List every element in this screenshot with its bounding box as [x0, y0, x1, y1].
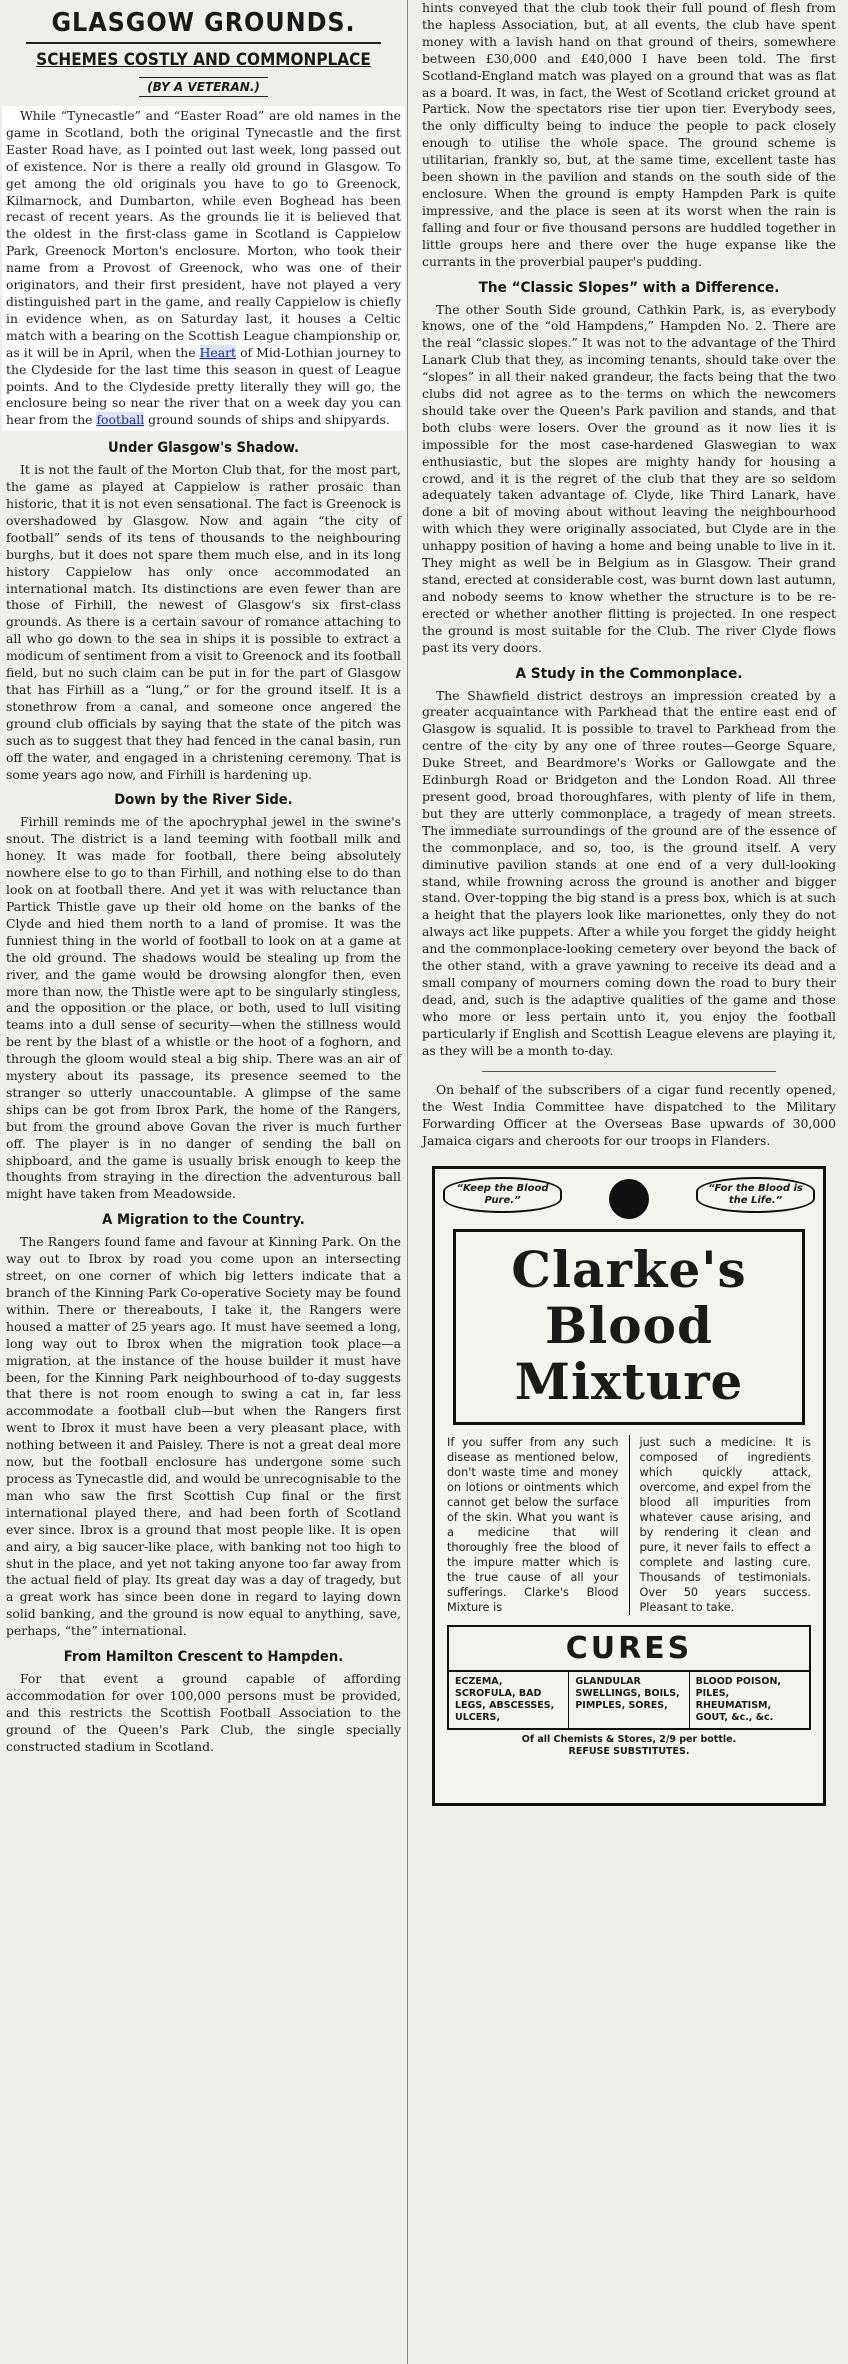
ad-text-right: just such a medicine. It is composed of ingredients which quickly attack, overcome, and expel from the blood all impurities from whatever cause arising, and by rendering it clean and pure, it never fails to effect a complete and lasting cure. Thousands of testimonials. Over 50 years success. Pleasant to take. [639, 1436, 811, 1615]
section-text: Firhill reminds me of the apochryphal jewel in the swine's snout. The district is a land teeming with football milk and honey. It was made for football, there being absolutely nowhere else to go to than Firhill, and nothing else to do than look on at football there. And yet it was with reluctance than Partick Thistle gave up their old home on the banks of the Clyde and hied them north to a land of promise. It was the funniest thing in the world of football to look on at a game at the old ground. The shadows would be stealing up from the river, and the game would be drowsing alongfor then, even more than now, the Thistle were apt to be singularly stingless, and the opposition or the place, or both, used to lull visiting teams into a dull sense of security—when the stillness would be rent by the blast of a whistle or the hoot of a foghorn, and through the gloom would steal a big ship. There was an air of mystery about its passage, its presence seemed to the stranger so utterly unaccountable. A glimpse of the same ships can be got from Ibrox Park, the home of the Rangers, but from the ground above Govan the river is much further off. The player is in no danger of sending the ball on shipboard, and the game is usually brisk enough to keep the thoughts from straying in the direction the adventurous ball might have taken from Meadowside. [6, 814, 401, 1202]
ad-cures-item: GLANDULAR SWELLINGS, BOILS, PIMPLES, SORES, [569, 1672, 689, 1728]
left-column [0, 0, 408, 2364]
right-column [414, 0, 842, 2364]
ad-cures-item: ECZEMA, SCROFULA, BAD LEGS, ABSCESSES, ULCERS, [449, 1672, 569, 1728]
advertisement [432, 1166, 826, 1806]
ad-cures-item: BLOOD POISON, PILES, RHEUMATISM, GOUT, &c., &c. [695, 1676, 782, 1724]
ad-body [443, 1435, 815, 1615]
section-heading: A Migration to the Country. [102, 1212, 305, 1229]
ad-cures-title: CURES [449, 1627, 809, 1672]
article-byline: (BY A VETERAN.) [6, 80, 401, 94]
section-heading: Down by the River Side. [114, 792, 293, 809]
section-heading: The “Classic Slopes” with a Difference. [478, 279, 780, 296]
selected-paragraph[interactable] [2, 106, 405, 431]
continued-text: hints conveyed that the club took their full pound of flesh from the hapless Association, but, at all events, the club have spent money with a lavish hand on that ground of theirs, somewhere between £30,000 and £40,000 I have been told. The first Scotland-England match was played on a ground that was as flat as a board. It was, in fact, the West of Scotland cricket ground at Partick. Now the spectators rise tier upon tier. Everybody sees, the only difficulty being to induce the people to pack closely enough to utilise the whole space. The ground scheme is utilitarian, frankly so, but, at the same time, excellent taste has been shown in the pavilion and stands on the south side of the enclosure. When the ground is empty Hampden Park is quite impressive, and the place is seen at its worst when the rain is falling and four or five thousand persons are huddled together in little groups here and there over the huge expanse like the currants in the proverbial pauper's pudding. [422, 0, 836, 269]
ad-top-row [443, 1177, 815, 1221]
ad-divider [629, 1435, 630, 1615]
ad-banner-left: “Keep the Blood Pure.” [443, 1177, 562, 1213]
column-separator [482, 1071, 776, 1072]
ad-cures-list [449, 1672, 809, 1728]
article-title: GLASGOW GROUNDS. [51, 8, 356, 38]
ad-text-left: If you suffer from any such disease as mentioned below, don't waste time and money on lotions or ointments which cannot get below the surface of the skin. What you want is a medicine that will thoroughly free the blood of the impure matter which is the true cause of all your sufferings. Clarke's Blood Mixture is [447, 1436, 619, 1615]
section-heading: A Study in the Commonplace. [515, 665, 743, 682]
section-heading: From Hamilton Crescent to Hampden. [63, 1649, 344, 1666]
ad-logo-icon [609, 1179, 649, 1219]
section-text: The Rangers found fame and favour at Kinning Park. On the way out to Ibrox by road you come upon an intersecting street, on one corner of which big letters indicate that a branch of the Kinning Park Co-operative Society may be found within. There or thereabouts, I take it, the Rangers were housed a matter of 25 years ago. It must have seemed a long, long way out to Ibrox when the migration took place—a migration, at the instance of the house builder it must have been, for the Kinning Park neighbourhood of to-day suggests that there is not room enough to swing a cat in, far less accommodate a football club—but when the Rangers first went to Ibrox it must have been a very pleasant place, with nothing between it and Paisley. There is not a great deal more now, but the football enclosure has undergone some such process as Tynecastle did, and would be unrecognisable to the man who saw the first Scottish Cup final or the first international played there, and had been forth of Scotland ever since. Ibrox is a ground that most people like. It is open and airy, a big saucer-like place, with banking not too high to shut in the place, and yet not taking anyone too far away from the actual field of play. Its great day was a day of tragedy, but a great work has since been done in regard to laying down solid banking, and the ground is now equal to anything, save, perhaps, “the” international. [6, 1234, 401, 1639]
intro-paragraph: While “Tynecastle” and “Easter Road” are old names in the game in Scotland, both the original Tynecastle and the first Easter Road have, as I pointed out last week, long passed out of existence. Nor is there a really old ground in Glasgow. To get among the old originals you have to go to Greenock, Kilmarnock, and Dumbarton, while even Boghead has been recast of recent years. As the grounds lie it is believed that the oldest in the first-class game in Scotland is Cappielow Park, Greenock Morton's enclosure. Morton, who took their name from a Provost of Greenock, who was one of their originators, and their first president, have not played a very distinguished part in the game, and really Cappielow is chiefly in evidence when, as on Saturday last, it houses a Celtic match with a bearing on the Scottish League championship or, as it will be in April, when the Heart of Mid-Lothian journey to the Clydeside for the last time this season in quest of League points. And to the Clydeside pretty literally they will go, the enclosure being so near the river that on a week day you can hear from the football ground sounds of ships and shipyards. [6, 108, 401, 428]
title-rule [26, 42, 381, 44]
ad-product-name: Clarke's Blood Mixture [453, 1229, 805, 1425]
ad-cures-box [447, 1625, 811, 1730]
section-text: The other South Side ground, Cathkin Park, is, as everybody knows, one of the “old Hampdens,” Hampden No. 2. There are the real “classic slopes.” It was not to the advantage of the Third Lanark Club that they, as incoming tenants, should take over the “slopes” in all their naked grandeur, the facts being that the two clubs did not agree as to the terms on which the newcomers should take over the Queen's Park pavilion and stands, and that both clubs were losers. Over the ground as it now lies it is impossible for the most case-hardened Glaswegian to wax enthusiastic, but the slopes are mighty handy for housing a crowd, and it is the regret of the club that they are so seldom adequately taken advantage of. Clyde, like Third Lanark, have done a bit of moving about without leaving the neighbourhood with which they were originally associated, but Clyde are in the unhappy position of having a home and being unable to live in it. They might as well be in Belgium as in Glasgow. Their grand stand, erected at considerable cost, was burnt down last autumn, and nobody seems to know whether the structure is to be re-erected or whether another flitting is projected. In one respect the ground is most suitable for the Club. The river Clyde flows past its very doors. [422, 301, 836, 655]
ad-banner-right: “For the Blood is the Life.” [696, 1177, 815, 1213]
section-text: The Shawfield district destroys an impression created by a greater acquaintance with Parkhead that the entire east end of Glasgow is squalid. It is possible to travel to Parkhead from the centre of the city by any one of three routes—George Square, Duke Street, and Beardmore's Works or Gallowgate and the Edinburgh Road or Bridgeton and the London Road. All three present good, broad thoroughfares, with plenty of life in them, but they are utterly commonplace, a tragedy of mean streets. The immediate surroundings of the ground are of the essence of the commonplace, and so, too, is the ground itself. A very diminutive pavilion stands at one end of a very dull-looking stand, while frowning across the ground is another and bigger stand. Over-topping the big stand is a press box, which is at such a height that the players look like marionettes, only they do not always act like puppets. After a while you forget the giddy height and the commonplace-looking cemetery over beyond the back of the other stand, with a grave yawning to receive its dead and a small company of mourners coming down the road to bury their dead, and, such is the adaptive qualities of the game and those who more or less pertain unto it, you enjoy the football particularly if English and Scottish League elevens are playing it, as they will be a month to-day. [422, 687, 836, 1058]
section-heading: Under Glasgow's Shadow. [107, 440, 300, 457]
section-text: It is not the fault of the Morton Club that, for the most part, the game as played at Cappielow is rather prosaic than historic, that it is not even sensational. The fact is Greenock is overshadowed by Glasgow. Now and again “the city of football” sends of its tens of thousands to the neighbouring burghs, but it does not spare them much else, and in its long history Cappielow has only once accommodated an international match. Its distinctions are even fewer than are those of Firhill, the newest of Glasgow's six first-class grounds. As there is a certain savour of romance attaching to all who go down to the sea in ships it is possible to extract a modicum of sentiment from a visit to Greenock and its football field, but no such claim can be put in for the part of Glasgow that has Firhill as a “lung,” or for the ground itself. It is a stonethrow from a canal, and someone once angered the ground club officials by saying that the state of the pitch was such as to suggest that they had fenced in the canal basin, run off the water, and engaged in a christening ceremony. That is some years ago now, and Firhill is hardening up. [6, 462, 401, 782]
section-text: For that event a ground capable of affording accommodation for over 100,000 persons must be provided, and this restricts the Scottish Football Association to the ground of the Queen's Park Club, the single specially constructed stadium in Scotland. [6, 1671, 401, 1754]
ad-footer: Of all Chemists & Stores, 2/9 per bottle. REFUSE SUBSTITUTES. [521, 1734, 737, 1758]
notice-paragraph: On behalf of the subscribers of a cigar fund recently opened, the West India Committee have dispatched to the Military Forwarding Officer at the Overseas Base upwards of 30,000 Jamaica cigars and cheroots for our troops in Flanders. [422, 1082, 836, 1149]
link-heart[interactable]: Heart [199, 344, 237, 360]
link-football[interactable]: football [96, 412, 145, 428]
article-subtitle: SCHEMES COSTLY AND COMMONPLACE [36, 50, 371, 70]
